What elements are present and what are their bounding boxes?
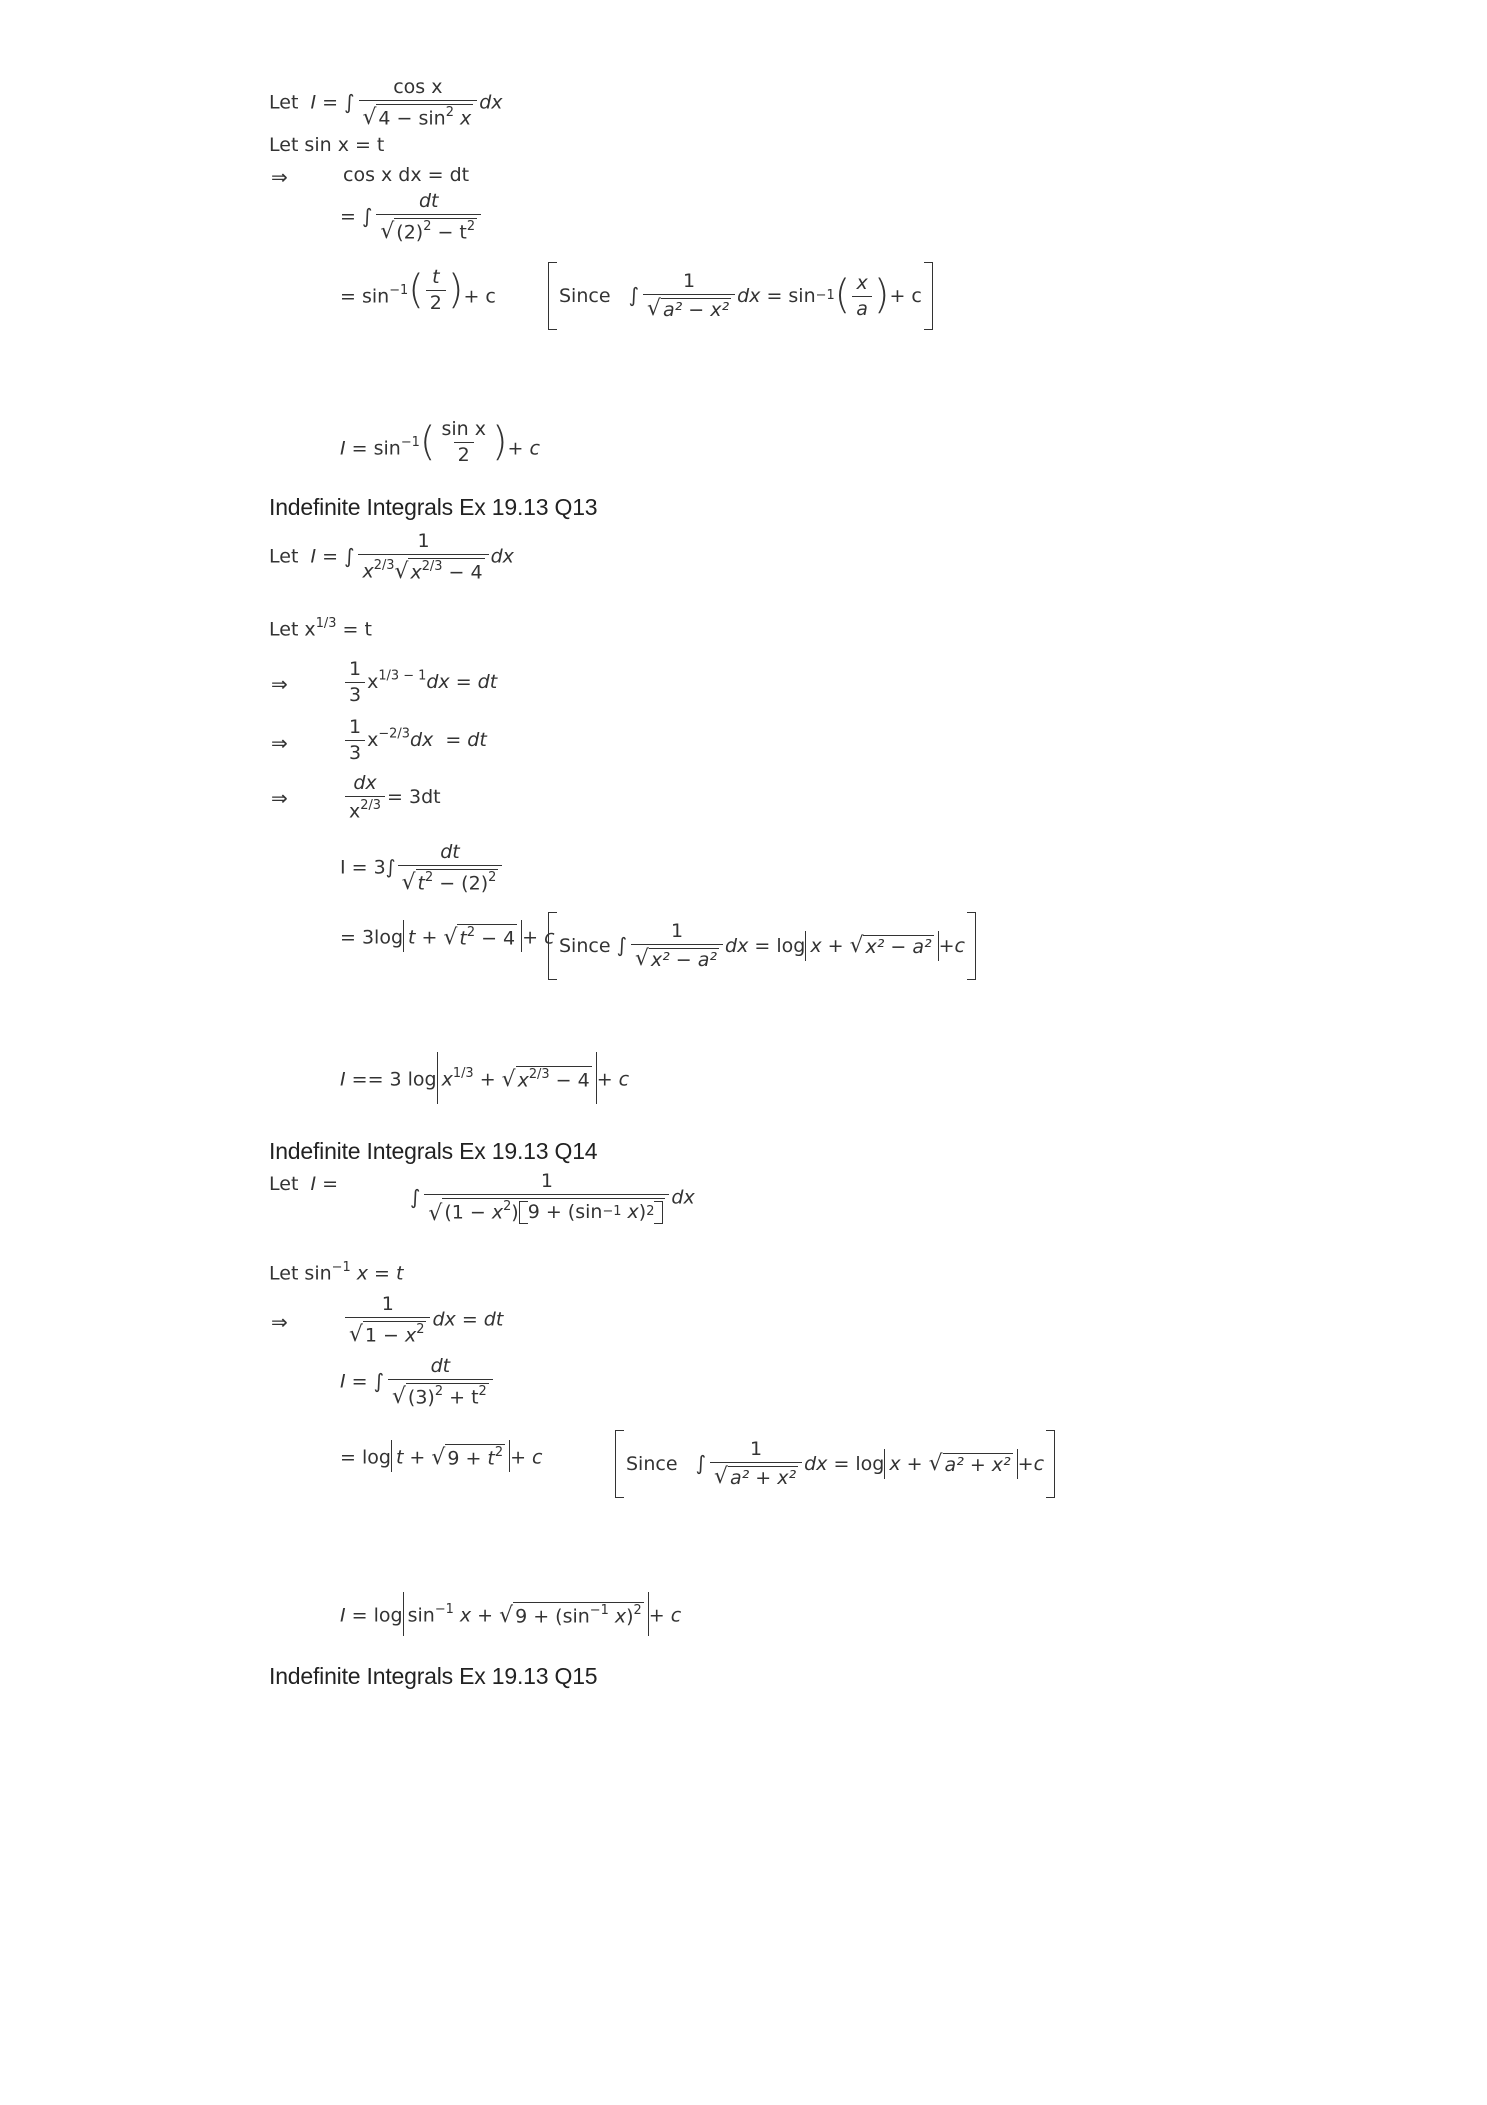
equation-substitution-q13: Let $x^{1/3} = t$ [269, 616, 372, 641]
equation-let-I: Let I = ∫ cos x √ $4 - \sin^2 x$ dx [269, 76, 503, 130]
equation-log-q13: = 3log t + √ $t^2 - 4$ + c [340, 920, 555, 952]
equation-integral-dt-q14: I = ∫ dt √ $(3)^2 + t^2$ [340, 1357, 495, 1407]
equation-integral-dt: = ∫ dt √ $(2)^2 - t^2$ [340, 192, 483, 242]
equation-result-q14: $I = \log \sin^{-1} x$ + √ $9 + (\sin^{-1}$ x)$^2$ + c [340, 1592, 681, 1636]
equation-let-I-q13: Let I = ∫ 1 $x^{2/3}$ √ $x^{2/3} - 4$ dx [269, 530, 514, 584]
implies-arrow: ⇒ [271, 165, 288, 189]
implies-arrow: ⇒ [271, 731, 288, 755]
implies-arrow: ⇒ [271, 672, 288, 696]
formula-since-box-q14: Since ∫ 1 √ a² + x² dx = log x + √ a² + x² + c [615, 1430, 1055, 1498]
equation-log-q14: = log t + √ $9 + t^2$ + c [340, 1440, 543, 1472]
formula-since-box: Since ∫ 1 √ a² − x² dx = sin −1 ( $\frac{x}{a}$ ) + c [548, 262, 933, 330]
implies-arrow: ⇒ [271, 786, 288, 810]
equation-differential: cos x dx = dt [343, 164, 470, 186]
equation-integral-q14: ∫ 1 √ $(1 - x^2)$ 9 + (sin −1 x ) 2 dx [410, 1170, 695, 1226]
heading-q15: Indefinite Integrals Ex 19.13 Q15 [269, 1663, 598, 1689]
equation-result-q12: $I = \sin^{-1}$ ( $\frac{\text{sin x}}{2}$ ) + c [340, 418, 540, 466]
equation-integral-q13: I = 3∫ dt √ $t^2 - (2)^2$ [340, 843, 504, 893]
equation-result-q13: I == 3 $\log x^{1/3}$ + √ $x^{2/3} - 4$ + c [340, 1052, 629, 1104]
implies-arrow: ⇒ [271, 1310, 288, 1334]
equation-substitution-q14: Let $\sin^{-1} x = t$ [269, 1260, 404, 1285]
equation-step1-q14: 1 √ $1 - x^2$ dx = dt [343, 1295, 503, 1345]
heading-q14: Indefinite Integrals Ex 19.13 Q14 [269, 1138, 598, 1164]
heading-q13: Indefinite Integrals Ex 19.13 Q13 [269, 494, 598, 520]
equation-substitution: Let sin x = t [269, 134, 385, 156]
equation-sin-inverse: = $\sin^{-1}$ ( $\frac{t}{2}$ ) + c [340, 266, 496, 314]
equation-step3-q13: $\frac{dx}{x^{2/3}}$ = 3dt [343, 774, 441, 821]
equation-let-I-q14: Let I = [269, 1173, 339, 1195]
equation-step1-q13: $\frac{1}{3}$ $x^{1/3 - 1}dx$ = dt [343, 660, 497, 705]
equation-step2-q13: $\frac{1}{3}$ $x^{-2/3}dx$ = dt [343, 718, 487, 763]
formula-since-box-q13: Since ∫ 1 √ x² − a² dx = log x + √ x² − a² + c [548, 912, 976, 980]
